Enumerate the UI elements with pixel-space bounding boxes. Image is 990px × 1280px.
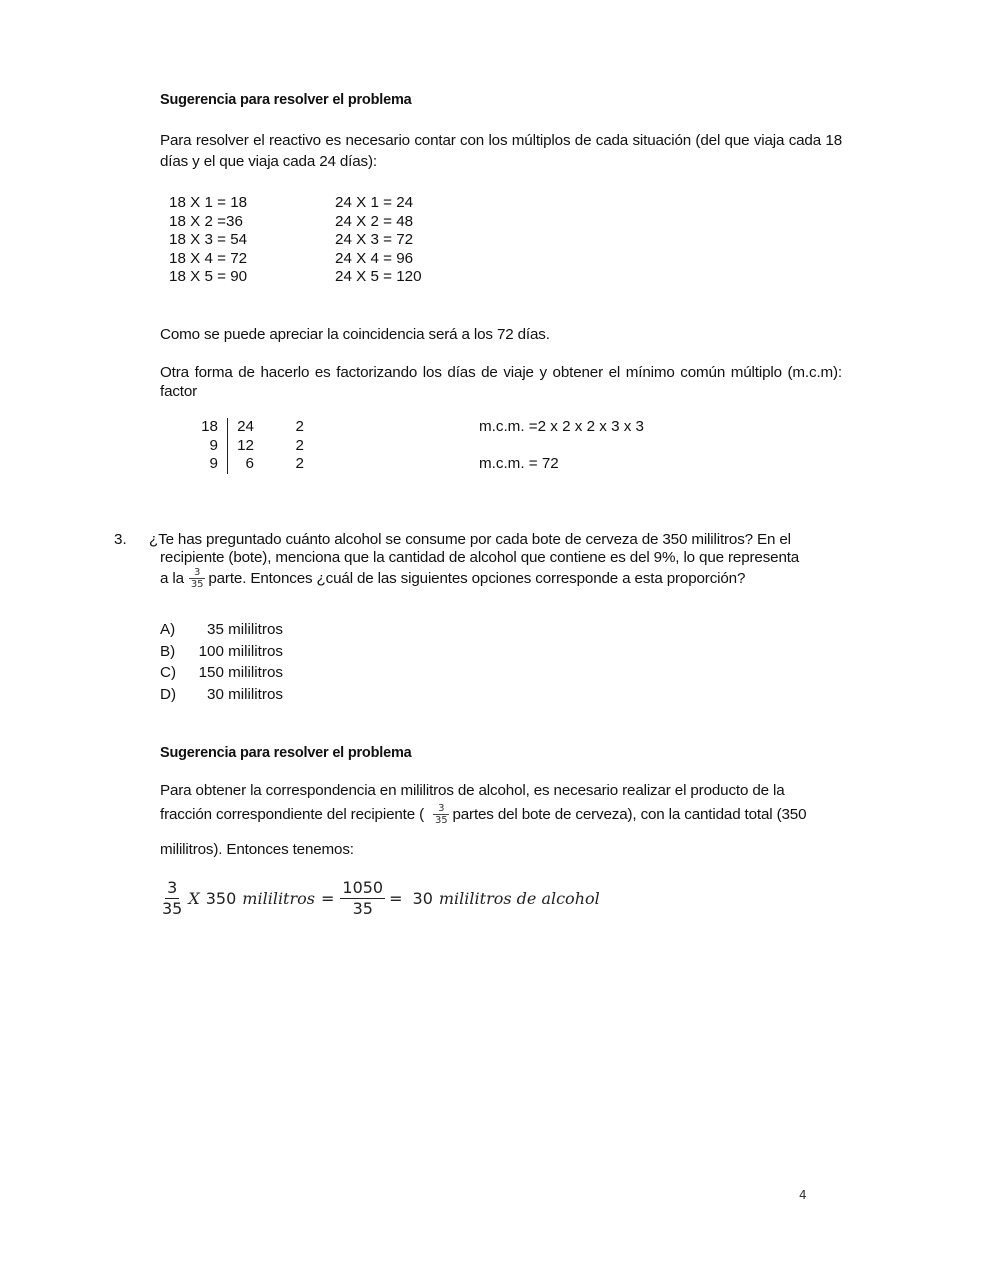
fraction-3-35 (433, 803, 449, 826)
multiples-of-18 (169, 194, 247, 287)
mcm-expression: m.c.m. =2 x 2 x 2 x 3 x 3 (479, 418, 645, 435)
fraction-numerator: 1050 (342, 878, 384, 897)
multiple-row: 24 X 5 = 120 (335, 268, 422, 285)
question-suffix: parte. Entonces ¿cuál de las siguientes opciones corresponde a esta proporción? (208, 570, 746, 587)
multiple-row: 18 X 3 = 54 (169, 231, 248, 248)
fraction-3-35 (189, 567, 205, 590)
option-value: 100 mililitros (198, 642, 283, 660)
multiple-row: 18 X 1 = 18 (169, 194, 248, 211)
question-line-2: recipiente (bote), menciona que la cantidad de alcohol que contiene es del 9%, lo que representa (160, 549, 800, 566)
question-line-3 (160, 567, 745, 590)
option-a[interactable] (160, 621, 283, 643)
unit: mililitros (242, 889, 315, 908)
factor-cell: 12 (237, 436, 254, 454)
question-number: 3. (114, 531, 127, 548)
section-heading: Sugerencia para resolver el problema (160, 92, 412, 108)
option-value: 35 mililitros (207, 621, 283, 638)
explanation-line-3: mililitros). Entonces tenemos: (160, 841, 354, 858)
fraction-numerator: 3 (189, 567, 205, 579)
option-b[interactable] (160, 643, 283, 665)
equals-sign: = (389, 889, 403, 908)
page-number: 4 (799, 1188, 807, 1202)
factorization-table (190, 418, 670, 478)
multiple-row: 24 X 2 = 48 (335, 212, 414, 230)
multiple-row: 24 X 1 = 24 (335, 194, 414, 211)
factor-col-divisor (290, 418, 304, 474)
option-label: D) (160, 685, 177, 703)
times-symbol: X (188, 889, 200, 908)
option-label: A) (160, 621, 176, 638)
option-value: 30 mililitros (207, 685, 283, 703)
factor-col-a (190, 418, 218, 474)
intro-paragraph: Para resolver el reactivo es necesario contar con los múltiplos de cada situación (del que viaja cada 18 días y el que viaja cada 24 días): (160, 132, 842, 170)
factor-cell: 9 (209, 455, 218, 472)
fraction-denominator: 35 (190, 579, 204, 590)
explanation-line-2 (160, 803, 806, 826)
fraction-denominator: 35 (162, 899, 183, 918)
factor-cell: 2 (295, 436, 304, 454)
explanation-suffix: partes del bote de cerveza), con la cantidad total (350 (452, 806, 807, 823)
alternative-paragraph: Otra forma de hacerlo es factorizando los días de viaje y obtener el mínimo común múltiplo (m.c.m): factor (160, 364, 842, 400)
equals-sign: = (320, 889, 335, 908)
factor-cell: 24 (237, 418, 254, 435)
fraction-numerator: 3 (167, 878, 178, 897)
factor-cell: 2 (295, 418, 304, 435)
result-unit: mililitros de alcohol (438, 889, 600, 908)
multiple-row: 18 X 4 = 72 (169, 249, 248, 267)
explanation-prefix: fracción correspondiente del recipiente ( (160, 806, 424, 823)
option-d[interactable] (160, 686, 283, 708)
question-line-1: ¿Te has preguntado cuánto alcohol se consume por cada bote de cerveza de 350 mililitros? En el (149, 531, 791, 548)
factor-cell: 9 (209, 436, 218, 454)
fraction-denominator: 35 (352, 899, 373, 918)
option-value: 150 mililitros (198, 664, 283, 681)
quantity: 350 (205, 889, 237, 908)
explanation-line-1: Para obtener la correspondencia en mililitros de alcohol, es necesario realizar el producto de la (160, 782, 785, 799)
multiple-row: 24 X 4 = 96 (335, 249, 414, 267)
factor-cell: 6 (245, 455, 254, 472)
fraction-denominator: 35 (435, 815, 448, 826)
option-label: B) (160, 642, 176, 660)
equation-fraction-2 (340, 878, 385, 919)
multiples-of-24 (335, 194, 422, 287)
fraction-numerator: 3 (433, 803, 449, 815)
equation-fraction-1 (160, 878, 184, 919)
multiple-row: 18 X 5 = 90 (169, 268, 248, 285)
multiple-row: 24 X 3 = 72 (335, 231, 414, 248)
factor-cell: 2 (295, 455, 304, 472)
conclusion-text: Como se puede apreciar la coincidencia será a los 72 días. (160, 326, 550, 343)
option-c[interactable] (160, 664, 283, 686)
option-label: C) (160, 664, 177, 681)
factor-cell: 18 (201, 418, 218, 435)
question-prefix: a la (160, 570, 184, 587)
factor-col-b (230, 418, 254, 474)
division-line (227, 418, 228, 474)
multiple-row: 18 X 2 =36 (169, 212, 243, 230)
mcm-result: m.c.m. = 72 (479, 455, 559, 472)
answer-options (160, 621, 283, 707)
calculation-equation (160, 878, 600, 919)
result-number: 30 (412, 889, 433, 908)
section-heading-2: Sugerencia para resolver el problema (160, 745, 412, 761)
